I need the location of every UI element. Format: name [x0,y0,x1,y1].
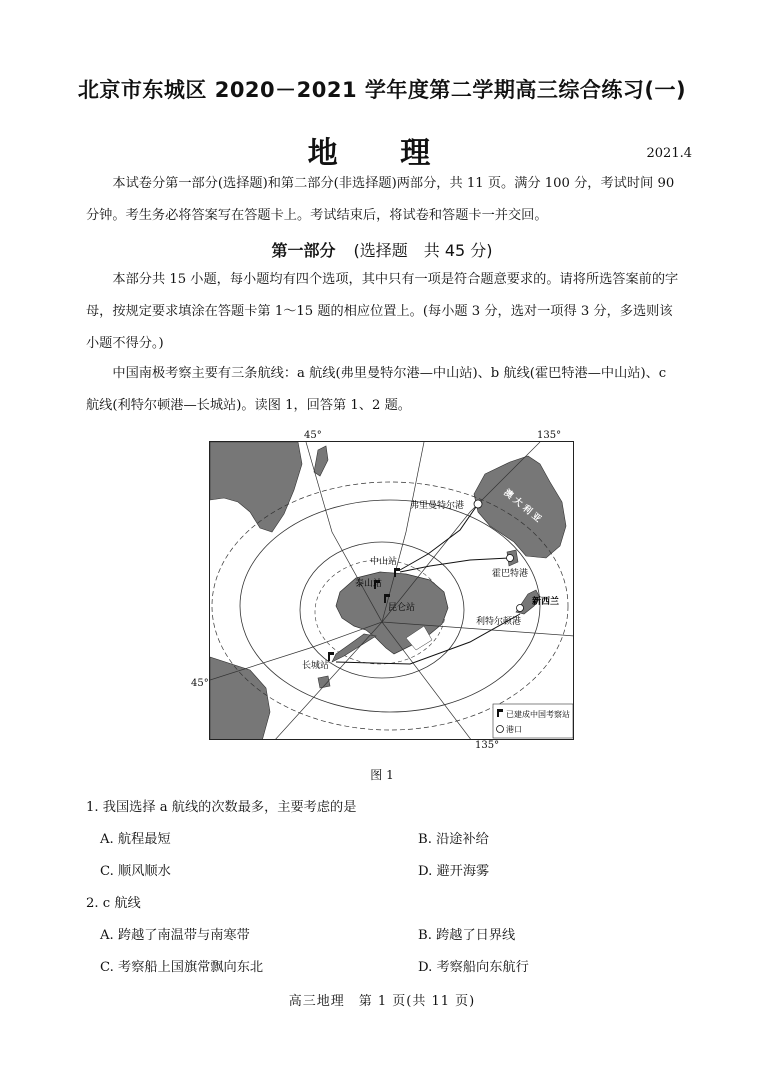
question-stem-group [86,358,682,422]
section-title: 第一部分 [271,241,336,260]
q1-option-d: D. 避开海雾 [418,864,490,879]
port-fremantle [474,500,482,508]
stem-text: 中国南极考察主要有三条航线：a 航线(弗里曼特尔港—中山站)、b 航线(霍巴特港—中山站)、c 航线(利特尔顿港—长城站)。读图 1，回答第 1、2 题。 [86,366,667,413]
label-hobart: 霍巴特港 [492,569,529,579]
port-hobart [507,555,514,562]
q1-option-b: B. 沿途补给 [418,832,489,847]
legend-port-label: 港口 [506,725,522,734]
map-legend [493,704,573,738]
label-newzealand: 新西兰 [532,597,560,607]
label-fremantle: 弗里曼特尔港 [410,501,465,511]
exam-title: 北京市东城区 2020－2021 学年度第二学期高三综合练习(一) [77,78,687,102]
antarctic-peninsula [332,634,376,662]
lon-label-left: 45° [191,678,209,689]
q2-option-b: B. 跨越了日界线 [418,928,516,943]
label-australia: 澳 大 利 亚 [501,487,543,525]
q2-option-a: A. 跨越了南温带与南寒带 [100,928,250,943]
intro-text: 本试卷分第一部分(选择题)和第二部分(非选择题)两部分，共 11 页。满分 100 分，考试时间 90 分钟。考生务必将答案写在答题卡上。考试结束后，将试卷和答题卡一并交回。 [86,176,675,223]
legend-station-label: 已建成中国考察站 [506,710,570,719]
exam-date: 2021.4 [646,146,692,161]
label-kunlun: 昆仑站 [388,603,416,613]
label-changcheng: 长城站 [302,661,330,671]
section-heading [0,238,764,261]
antarctic-route-map [209,441,574,740]
section-subtitle: (选择题 共 45 分) [353,241,493,260]
madagascar-landmass [314,446,328,476]
africa-landmass [210,442,302,532]
figure-caption: 图 1 [370,768,394,782]
page-footer: 高三地理 第 1 页(共 11 页) [288,994,476,1009]
port-lyttelton [517,605,524,612]
section-instructions [86,264,682,360]
intro-paragraph [86,168,682,232]
q1-option-c: C. 顺风顺水 [100,864,171,879]
instructions-text: 本部分共 15 小题，每小题均有四个选项，其中只有一项是符合题意要求的。请将所选答案前的字母，按规定要求填涂在答题卡第 1～15 题的相应位置上。(每小题 3 分，选对一项得 3 分，多选则该小题不得分。) [86,272,679,351]
lon-label-top-left: 45° [304,430,322,441]
q2-option-d: D. 考察船向东航行 [418,960,529,975]
question-1-stem: 1. 我国选择 a 航线的次数最多，主要考虑的是 [86,800,357,815]
q2-option-c: C. 考察船上国旗常飘向东北 [100,960,264,975]
lon-label-bottom: 135° [475,740,500,751]
label-zhongshan: 中山站 [370,557,398,567]
label-lyttelton: 利特尔顿港 [476,617,522,627]
map-svg [210,442,574,740]
label-taishan: 泰山站 [355,579,383,589]
lon-label-top-right: 135° [537,430,562,441]
question-2-stem: 2. c 航线 [86,896,141,911]
q1-option-a: A. 航程最短 [100,832,171,847]
subject-title: 地 理 [307,136,457,171]
southamerica-landmass [210,657,270,740]
